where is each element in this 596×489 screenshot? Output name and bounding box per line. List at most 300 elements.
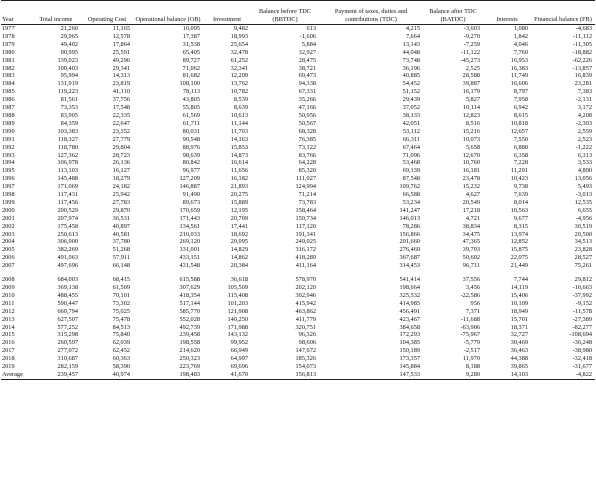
table-row <box>1 112 595 120</box>
value-cell: 12,578 <box>112 32 130 40</box>
table-row <box>1 238 595 246</box>
value-cell: 50,567 <box>298 119 316 127</box>
value-cell: -9,152 <box>575 299 592 307</box>
value-cell: 66,311 <box>402 135 420 143</box>
value-cell: -45,273 <box>460 56 480 64</box>
value-cell: 91,490 <box>182 191 200 199</box>
value-cell: 320,751 <box>295 323 316 331</box>
value-cell: 4,208 <box>577 111 592 119</box>
value-cell: -18,882 <box>572 48 592 56</box>
value-cell: 223,769 <box>179 363 200 371</box>
value-cell: -36,248 <box>572 339 592 347</box>
value-cell: 36,463 <box>510 347 528 355</box>
value-cell: -5,779 <box>463 339 480 347</box>
header-balance-before-tdc: Balance before TDC (BBTDC) <box>251 1 319 25</box>
value-cell: 29,870 <box>112 206 130 214</box>
value-cell: 39,887 <box>462 80 480 88</box>
year-cell: 2010 <box>2 291 15 299</box>
year-cell: 2017 <box>2 347 15 355</box>
table-row <box>1 347 595 355</box>
value-cell: 171,069 <box>57 183 78 191</box>
value-cell: 11,656 <box>230 167 248 175</box>
value-cell: 4,890 <box>577 167 592 175</box>
value-cell: 41,670 <box>203 371 251 379</box>
value-cell: 331,001 <box>179 246 200 254</box>
year-cell: 1978 <box>2 32 15 40</box>
table-row <box>1 324 595 332</box>
value-cell: 4,721 <box>465 214 480 222</box>
value-cell: -11,305 <box>572 40 592 48</box>
value-cell: 12,670 <box>462 151 480 159</box>
value-cell: 210,033 <box>179 230 200 238</box>
value-cell: 3,456 <box>465 284 480 291</box>
value-cell: 6,942 <box>513 104 528 112</box>
value-cell: -75,967 <box>460 331 480 339</box>
value-cell: 282,159 <box>57 363 78 371</box>
value-cell: 5,493 <box>577 183 592 191</box>
value-cell: 17,548 <box>112 104 130 112</box>
value-cell: 36,618 <box>230 276 248 284</box>
value-cell: 13,762 <box>230 80 248 88</box>
value-cell: 20,275 <box>230 191 248 199</box>
table-row <box>1 215 595 223</box>
value-cell: 66,148 <box>112 262 130 270</box>
value-cell: 585,770 <box>179 307 200 315</box>
value-cell: 202,120 <box>295 284 316 291</box>
value-cell: 69,473 <box>298 72 316 80</box>
value-cell: -10,663 <box>572 284 592 291</box>
year-cell: 2004 <box>2 238 15 246</box>
value-cell: 75,478 <box>112 315 130 323</box>
value-cell: 418,289 <box>295 254 316 262</box>
value-cell: 57,911 <box>112 254 130 262</box>
value-cell: 9,280 <box>423 371 483 379</box>
value-cell: 84,513 <box>112 323 130 331</box>
value-cell: -82,277 <box>572 323 592 331</box>
value-cell: 172,293 <box>399 331 420 339</box>
value-cell: 85,320 <box>298 167 316 175</box>
value-cell: 315,298 <box>57 331 78 339</box>
value-cell: -37,992 <box>572 291 592 299</box>
year-cell: 2002 <box>2 222 15 230</box>
value-cell: -1,222 <box>575 143 592 151</box>
value-cell: 84,359 <box>60 119 78 127</box>
value-cell: 411,779 <box>295 315 316 323</box>
header-financial-balance: Financial balance (FB) <box>531 1 595 25</box>
year-cell: 1980 <box>2 48 15 56</box>
value-cell: 146,887 <box>179 183 200 191</box>
value-cell: 89,673 <box>182 198 200 206</box>
table-row <box>1 128 595 136</box>
value-cell: 4,627 <box>465 191 480 199</box>
table-row <box>1 223 595 231</box>
value-cell: 27,779 <box>112 135 130 143</box>
value-cell: 96,711 <box>462 262 480 270</box>
year-cell: 2016 <box>2 339 15 347</box>
value-cell: 28,475 <box>298 56 316 64</box>
year-cell: 1999 <box>2 198 15 206</box>
value-cell: 7,550 <box>513 135 528 143</box>
value-cell: 16,127 <box>112 167 130 175</box>
value-cell: 1,080 <box>513 25 528 32</box>
value-cell: 7,228 <box>513 159 528 167</box>
table-row <box>1 33 595 41</box>
value-cell: 44,048 <box>402 48 420 56</box>
value-cell: 55,805 <box>182 104 200 112</box>
value-cell: 8,539 <box>233 96 248 104</box>
value-cell: 8,188 <box>465 363 480 371</box>
value-cell: 198,664 <box>399 284 420 291</box>
year-cell: 1985 <box>2 88 15 96</box>
value-cell: 81,561 <box>60 96 78 104</box>
year-cell: 2019 <box>2 363 15 371</box>
value-cell: 147,672 <box>295 347 316 355</box>
value-cell: 8,615 <box>513 111 528 119</box>
year-cell: 1990 <box>2 127 15 135</box>
value-cell: 20,095 <box>230 238 248 246</box>
value-cell: 40,885 <box>402 72 420 80</box>
value-cell: -11,112 <box>573 32 592 40</box>
value-cell: 22,335 <box>112 111 130 119</box>
value-cell: 25,591 <box>112 48 130 56</box>
value-cell: 382,269 <box>57 246 78 254</box>
value-cell: 18,692 <box>230 230 248 238</box>
value-cell: 4,046 <box>513 40 528 48</box>
value-cell: -32,418 <box>572 355 592 363</box>
value-cell: 25,942 <box>112 191 130 199</box>
table-row <box>1 331 595 339</box>
value-cell: 75,025 <box>112 307 130 315</box>
year-cell: 1994 <box>2 159 15 167</box>
value-cell: -2,517 <box>463 347 480 355</box>
value-cell: 73,783 <box>298 198 316 206</box>
value-cell: 684,003 <box>57 276 78 284</box>
value-cell: -11,688 <box>460 315 480 323</box>
table-row <box>1 159 595 167</box>
value-cell: 13,143 <box>402 40 420 48</box>
value-cell: 60,363 <box>112 355 130 363</box>
value-cell: 61,252 <box>230 56 248 64</box>
year-cell: 1989 <box>2 119 15 127</box>
value-cell: 14,313 <box>112 72 130 80</box>
value-cell: 431,548 <box>179 262 200 270</box>
value-cell: 88,976 <box>182 143 200 151</box>
value-cell: 418,354 <box>179 291 200 299</box>
value-cell: 16,179 <box>462 88 480 96</box>
value-cell: 111,027 <box>296 175 316 183</box>
value-cell: 12,657 <box>510 127 528 135</box>
table-row <box>1 80 595 88</box>
value-cell: 73,748 <box>402 56 420 64</box>
value-cell: -31,677 <box>572 363 592 371</box>
value-cell: 239,458 <box>179 331 200 339</box>
table-row <box>1 104 595 112</box>
value-cell: 7,958 <box>513 96 528 104</box>
value-cell: -9,270 <box>463 32 480 40</box>
value-cell: 250,323 <box>179 355 200 363</box>
value-cell: 98,606 <box>298 339 316 347</box>
value-cell: 39,865 <box>510 363 528 371</box>
value-cell: 78,286 <box>402 222 420 230</box>
value-cell: -108,694 <box>569 331 592 339</box>
year-cell: 1979 <box>2 40 15 48</box>
value-cell: 75,261 <box>574 262 592 270</box>
value-cell: 10,109 <box>510 299 528 307</box>
value-cell: 12,823 <box>462 111 480 119</box>
value-cell: -4,822 <box>531 371 595 379</box>
value-cell: -22,586 <box>460 291 480 299</box>
value-cell: 14,163 <box>230 135 248 143</box>
year-cell: 2015 <box>2 331 15 339</box>
value-cell: 12,209 <box>230 72 248 80</box>
value-cell: 80,031 <box>182 127 200 135</box>
value-cell: 127,362 <box>57 151 78 159</box>
value-cell: 51,268 <box>112 246 130 254</box>
value-cell: 497,696 <box>57 262 78 270</box>
value-cell: 23,819 <box>112 80 130 88</box>
year-cell: 2003 <box>2 230 15 238</box>
value-cell: 9,677 <box>513 214 528 222</box>
value-cell: 64,997 <box>230 355 248 363</box>
value-cell: 99,952 <box>230 339 248 347</box>
value-cell: 71,214 <box>298 191 316 199</box>
table-header-row <box>1 1 595 25</box>
value-cell: -2,303 <box>575 119 592 127</box>
value-cell: 12,852 <box>510 238 528 246</box>
value-cell: 411,164 <box>295 262 316 270</box>
value-cell: 66,949 <box>230 347 248 355</box>
value-cell: 8,797 <box>513 88 528 96</box>
value-cell: 492,739 <box>179 323 200 331</box>
value-cell: 18,993 <box>230 32 248 40</box>
value-cell: 20,384 <box>230 262 248 270</box>
value-cell: 61,509 <box>112 284 130 291</box>
year-cell: 1984 <box>2 80 15 88</box>
value-cell: 47,365 <box>462 238 480 246</box>
value-cell: 118,327 <box>57 135 78 143</box>
value-cell: 38,721 <box>298 64 316 72</box>
value-cell: 70,101 <box>112 291 130 299</box>
value-cell: 615,588 <box>179 276 200 284</box>
value-cell: 40,974 <box>81 371 133 379</box>
value-cell: 65,405 <box>182 48 200 56</box>
value-cell: 13,974 <box>510 230 528 238</box>
value-cell: 552,028 <box>179 315 200 323</box>
value-cell: 69,139 <box>402 167 420 175</box>
value-cell: 578,970 <box>295 276 316 284</box>
value-cell: 7,383 <box>577 88 592 96</box>
value-cell: 5,827 <box>465 96 480 104</box>
value-cell: 10,073 <box>462 135 480 143</box>
value-cell: 214,620 <box>179 347 200 355</box>
value-cell: 118,780 <box>57 143 78 151</box>
value-cell: 201,660 <box>399 238 420 246</box>
value-cell: 145,488 <box>57 175 78 183</box>
value-cell: 310,687 <box>57 355 78 363</box>
value-cell: 38,133 <box>402 111 420 119</box>
year-cell: 1988 <box>2 111 15 119</box>
value-cell: 11,144 <box>230 119 248 127</box>
value-cell: 198,558 <box>179 339 200 347</box>
value-cell: -1,606 <box>299 32 316 40</box>
value-cell: 15,875 <box>510 246 528 254</box>
value-cell: 117,456 <box>57 198 78 206</box>
value-cell: 16,614 <box>230 159 248 167</box>
value-cell: 71,062 <box>182 64 200 72</box>
value-cell: 277,072 <box>57 347 78 355</box>
table-row <box>1 316 595 324</box>
value-cell: 150,734 <box>295 214 316 222</box>
value-cell: 101,203 <box>227 299 248 307</box>
value-cell: 73,353 <box>60 104 78 112</box>
value-cell: 175,458 <box>57 222 78 230</box>
value-cell: 76,385 <box>298 135 316 143</box>
value-cell: 276,469 <box>399 246 420 254</box>
value-cell: 115,408 <box>227 291 248 299</box>
table-row <box>1 254 595 262</box>
value-cell: 491,063 <box>57 254 78 262</box>
value-cell: 36,531 <box>112 214 130 222</box>
value-cell: 239,457 <box>31 371 81 379</box>
value-cell: 146,013 <box>399 214 420 222</box>
value-cell: 14,119 <box>510 284 528 291</box>
header-operational-balance: Operational balance (OB) <box>133 1 203 25</box>
value-cell: 127,209 <box>179 175 200 183</box>
year-cell: 2012 <box>2 307 15 315</box>
value-cell: -11,578 <box>572 307 592 315</box>
value-cell: -7,259 <box>463 40 480 48</box>
year-cell: 2018 <box>2 355 15 363</box>
value-cell: 37,052 <box>402 104 420 112</box>
value-cell: 95,994 <box>60 72 78 80</box>
value-cell: 414,985 <box>399 299 420 307</box>
value-cell: 50,602 <box>462 254 480 262</box>
value-cell: 80,842 <box>182 159 200 167</box>
value-cell: 108,100 <box>179 80 200 88</box>
value-cell: 369,138 <box>57 284 78 291</box>
year-cell: 1981 <box>2 56 15 64</box>
value-cell: 43,805 <box>182 96 200 104</box>
value-cell: -2,131 <box>575 96 592 104</box>
value-cell: 90,548 <box>182 135 200 143</box>
value-cell: 147,533 <box>319 371 423 379</box>
value-cell: 316,172 <box>295 246 316 254</box>
value-cell: 8,639 <box>233 104 248 112</box>
value-cell: 17,218 <box>462 206 480 214</box>
value-cell: 134,561 <box>179 222 200 230</box>
year-cell: 1996 <box>2 175 15 183</box>
value-cell: 94,338 <box>298 80 316 88</box>
value-cell: 11,165 <box>112 25 130 32</box>
value-cell: 30,469 <box>510 339 528 347</box>
value-cell: 463,862 <box>295 307 316 315</box>
value-cell: -13,857 <box>572 64 592 72</box>
value-cell: 21,260 <box>60 25 78 32</box>
value-cell: 68,328 <box>298 127 316 135</box>
year-cell: 1993 <box>2 151 15 159</box>
table-row <box>1 96 595 104</box>
value-cell: -62,226 <box>572 56 592 64</box>
table-row <box>1 136 595 144</box>
value-cell: 5,884 <box>301 40 316 48</box>
value-cell: 10,782 <box>230 88 248 96</box>
value-cell: 29,965 <box>60 32 78 40</box>
value-cell: 4,215 <box>405 25 420 32</box>
year-cell: 1997 <box>2 183 15 191</box>
value-cell: 15,889 <box>230 198 248 206</box>
value-cell: 10,818 <box>510 119 528 127</box>
value-cell: 17,387 <box>182 32 200 40</box>
header-interests: Interests <box>483 1 531 25</box>
value-cell: 20,500 <box>574 230 592 238</box>
value-cell: 117,120 <box>295 222 316 230</box>
value-cell: 198,483 <box>133 371 203 379</box>
value-cell: 29,439 <box>402 96 420 104</box>
value-cell: 23,478 <box>462 175 480 183</box>
value-cell: 109,762 <box>399 183 420 191</box>
table-row <box>1 120 595 128</box>
value-cell: 31,538 <box>182 40 200 48</box>
value-cell: 8,516 <box>465 119 480 127</box>
value-cell: 78,113 <box>182 88 200 96</box>
table-row <box>1 284 595 292</box>
value-cell: 124,994 <box>295 183 316 191</box>
value-cell: 64,228 <box>298 159 316 167</box>
value-cell: 27,783 <box>112 198 130 206</box>
value-cell: 10,613 <box>230 111 248 119</box>
value-cell: 16,953 <box>510 56 528 64</box>
value-cell: 12,535 <box>574 198 592 206</box>
value-cell: 105,509 <box>227 284 248 291</box>
value-cell: 18,371 <box>510 323 528 331</box>
value-cell: 53,112 <box>402 127 420 135</box>
value-cell: 11,291 <box>510 167 528 175</box>
value-cell: 314,453 <box>399 262 420 270</box>
value-cell: 100,403 <box>57 64 78 72</box>
value-cell: 40,581 <box>112 230 130 238</box>
table-row <box>1 72 595 80</box>
table-row <box>1 262 595 270</box>
value-cell: -27,389 <box>572 315 592 323</box>
table-row <box>1 292 595 300</box>
value-cell: 49,402 <box>60 40 78 48</box>
value-cell: 67,464 <box>402 143 420 151</box>
value-cell: 415,942 <box>295 299 316 307</box>
value-cell: 200,529 <box>57 206 78 214</box>
year-cell: 1987 <box>2 104 15 112</box>
value-cell: 41,110 <box>112 88 130 96</box>
value-cell: 6,655 <box>577 206 592 214</box>
value-cell: 15,853 <box>230 143 248 151</box>
value-cell: -4,683 <box>575 25 592 32</box>
value-cell: 1,842 <box>513 32 528 40</box>
value-cell: 10,760 <box>462 159 480 167</box>
year-cell: 2005 <box>2 246 15 254</box>
value-cell: 36,196 <box>402 64 420 72</box>
value-cell: 8,014 <box>513 198 528 206</box>
value-cell: 16,181 <box>462 167 480 175</box>
value-cell: 269,120 <box>179 238 200 246</box>
header-year: Year <box>1 1 31 25</box>
value-cell: 16,606 <box>510 80 528 88</box>
value-cell: 34,513 <box>574 238 592 246</box>
value-cell: 15,701 <box>510 315 528 323</box>
value-cell: 2,525 <box>465 64 480 72</box>
value-cell: -38,980 <box>572 347 592 355</box>
value-cell: 613 <box>306 25 316 32</box>
year-cell: Average <box>1 371 31 379</box>
value-cell: 171,988 <box>227 323 248 331</box>
